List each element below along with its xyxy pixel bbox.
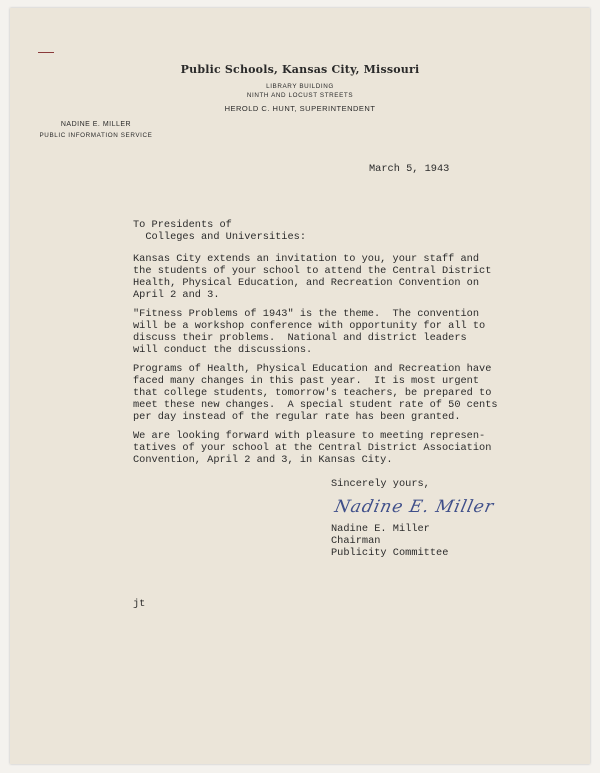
sender-name: NADINE E. MILLER: [60, 121, 132, 128]
text-line: Health, Physical Education, and Recreation Convention on: [133, 277, 480, 289]
letterhead-address-1: LIBRARY BUILDING: [266, 83, 334, 90]
signer-committee: Publicity Committee: [331, 547, 449, 559]
sender-department: PUBLIC INFORMATION SERVICE: [39, 132, 153, 139]
text-line: Convention, April 2 and 3, in Kansas City.: [133, 454, 393, 466]
pencil-mark: [38, 52, 54, 53]
text-line: the students of your school to attend the Central District: [133, 265, 492, 277]
text-line: tatives of your school at the Central District Association: [133, 442, 492, 454]
letterhead-title: Public Schools, Kansas City, Missouri: [180, 63, 420, 76]
text-line: that college students, tomorrow's teachers, be prepared to: [133, 387, 492, 399]
text-line: per day instead of the regular rate has been granted.: [133, 411, 461, 423]
salutation-line: Colleges and Universities:: [133, 231, 307, 243]
letterhead-superintendent: HEROLD C. HUNT, SUPERINTENDENT: [224, 104, 376, 113]
text-line: Kansas City extends an invitation to you, your staff and: [133, 253, 480, 265]
text-line: We are looking forward with pleasure to meeting represen-: [133, 430, 486, 442]
text-line: faced many changes in this past year. It is most urgent: [133, 375, 480, 387]
text-line: will be a workshop conference with opportunity for all to: [133, 320, 486, 332]
letter-page: [10, 8, 590, 764]
text-line: "Fitness Problems of 1943" is the theme. The convention: [133, 308, 480, 320]
text-line: meet these new changes. A special student rate of 50 cents: [133, 399, 498, 411]
salutation-line: To Presidents of: [133, 219, 232, 231]
letter-date: March 5, 1943: [369, 163, 450, 175]
signer-title: Chairman: [331, 535, 381, 547]
handwritten-signature: Nadine E. Miller: [332, 497, 497, 517]
text-line: April 2 and 3.: [133, 289, 220, 301]
text-line: will conduct the discussions.: [133, 344, 313, 356]
signer-name: Nadine E. Miller: [331, 523, 430, 535]
text-line: Programs of Health, Physical Education and Recreation have: [133, 363, 492, 375]
typist-initials: jt: [133, 598, 146, 610]
letterhead-address-2: NINTH AND LOCUST STREETS: [246, 92, 354, 99]
text-line: discuss their problems. National and district leaders: [133, 332, 467, 344]
closing: Sincerely yours,: [331, 478, 430, 490]
